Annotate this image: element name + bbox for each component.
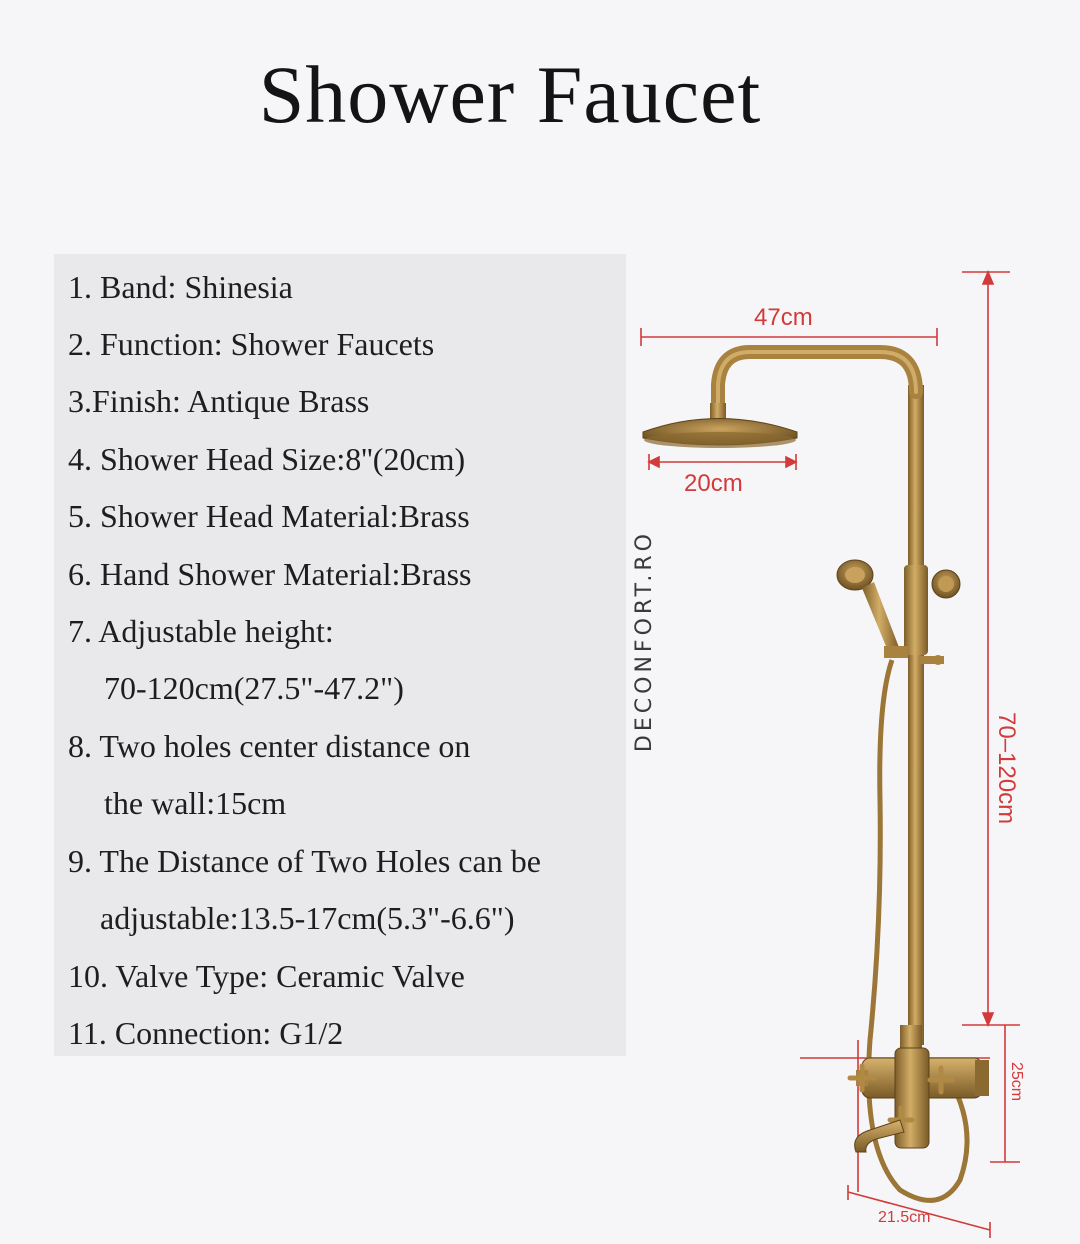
spec-line: 9. The Distance of Two Holes can be bbox=[68, 843, 541, 879]
spec-line: 7. Adjustable height: bbox=[68, 613, 334, 649]
spec-line: 10. Valve Type: Ceramic Valve bbox=[68, 958, 465, 994]
dimension-label-width: 47cm bbox=[754, 304, 813, 331]
spec-line: 8. Two holes center distance on bbox=[68, 728, 471, 764]
watermark: DECONFORT.RO bbox=[632, 530, 657, 753]
spec-line: 11. Connection: G1/2 bbox=[68, 1015, 344, 1051]
spec-line: 70-120cm(27.5"-47.2") bbox=[104, 670, 404, 706]
spec-line: adjustable:13.5-17cm(5.3"-6.6") bbox=[100, 900, 515, 936]
page-title: Shower Faucet bbox=[258, 49, 762, 140]
spec-line: 2. Function: Shower Faucets bbox=[68, 326, 435, 362]
spec-line: 1. Band: Shinesia bbox=[68, 269, 293, 305]
hand-shower-handle bbox=[862, 582, 900, 656]
spec-line: 6. Hand Shower Material:Brass bbox=[68, 556, 472, 592]
spec-line: 3.Finish: Antique Brass bbox=[68, 383, 370, 419]
spec-line: 5. Shower Head Material:Brass bbox=[68, 498, 470, 534]
dimension-label-valve: 25cm bbox=[1008, 1062, 1025, 1102]
wall-connector bbox=[975, 1060, 989, 1096]
shower-arm bbox=[718, 352, 916, 405]
riser-pipe bbox=[908, 385, 924, 1045]
slide-bracket bbox=[904, 565, 928, 655]
spec-line: 4. Shower Head Size:8''(20cm) bbox=[68, 441, 466, 477]
dimension-label-spout: 21.5cm bbox=[878, 1209, 931, 1226]
dimension-label-head: 20cm bbox=[684, 470, 743, 497]
spec-line: the wall:15cm bbox=[104, 785, 287, 821]
dimension-label-height: 70–120cm bbox=[993, 712, 1020, 825]
